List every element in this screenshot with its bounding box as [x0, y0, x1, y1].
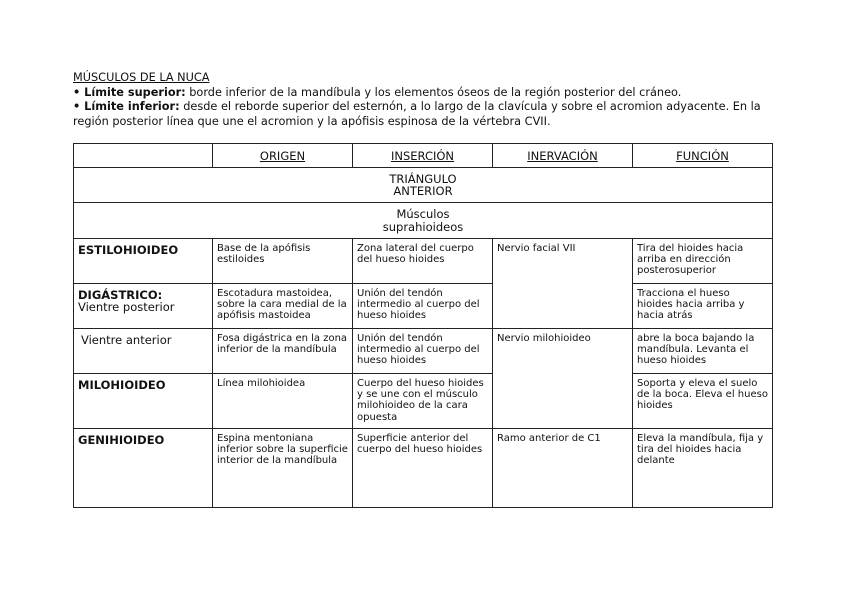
document-title: MÚSCULOS DE LA NUCA [73, 71, 210, 84]
muscle-name-main: DIGÁSTRICO: [78, 288, 163, 302]
limite-inferior-label: • Límite inferior: [73, 100, 180, 113]
section-label: Músculos [396, 207, 450, 221]
funcion-cell: abre la boca bajando la mandíbula. Levanta el hueso hioides [633, 329, 773, 374]
insercion-cell: Zona lateral del cuerpo del hueso hioides [353, 239, 493, 284]
origen-cell: Base de la apófisis estiloides [213, 239, 353, 284]
header-funcion: FUNCIÓN [633, 144, 773, 168]
limite-inferior [73, 100, 773, 129]
inervacion-cell: Nervio facial VII [493, 239, 633, 284]
funcion-cell: Tira del hioides hacia arriba en dirección posterosuperior [633, 239, 773, 284]
table-header-row [74, 144, 773, 168]
insercion-cell: Superficie anterior del cuerpo del hueso hioides [353, 429, 493, 508]
funcion-cell: Soporta y eleva el suelo de la boca. Eleva el hueso hioides [633, 374, 773, 429]
limite-superior [73, 86, 773, 101]
muscle-name-sub: Vientre posterior [78, 300, 175, 314]
limite-superior-label: • Límite superior: [73, 85, 186, 99]
inervacion-cell [493, 284, 633, 329]
muscle-name: GENIHIOIDEO [74, 429, 213, 508]
header-blank [74, 144, 213, 168]
funcion-cell: Eleva la mandíbula, fija y tira del hioides hacia delante [633, 429, 773, 508]
intro-text [73, 71, 773, 129]
section-triangulo-anterior [74, 168, 773, 203]
header-inervacion: INERVACIÓN [493, 144, 633, 168]
section-suprahioideos [74, 203, 773, 239]
section-row-suprahioideos [74, 203, 773, 239]
insercion-cell: Unión del tendón intermedio al cuerpo del hueso hioides [353, 284, 493, 329]
table-row [74, 284, 773, 329]
insercion-cell: Cuerpo del hueso hioides y se une con el músculo milohioideo de la cara opuesta [353, 374, 493, 429]
inervacion-cell: Ramo anterior de C1 [493, 429, 633, 508]
origen-cell: Línea milohioidea [213, 374, 353, 429]
header-insercion: INSERCIÓN [353, 144, 493, 168]
muscle-name [74, 284, 213, 329]
header-origen: ORIGEN [213, 144, 353, 168]
section-label: ANTERIOR [393, 184, 453, 198]
table-row [74, 239, 773, 284]
table-row [74, 329, 773, 374]
section-row-triangulo [74, 168, 773, 203]
table-row [74, 429, 773, 508]
muscle-table [73, 143, 773, 508]
section-label: suprahioideos [382, 219, 464, 234]
funcion-cell: Tracciona el hueso hioides hacia arriba y hacia atrás [633, 284, 773, 329]
muscle-name: MILOHIOIDEO [74, 374, 213, 429]
limite-superior-text: borde inferior de la mandíbula y los elementos óseos de la región posterior del cráneo. [185, 85, 682, 99]
section-label: TRIÁNGULO [389, 171, 457, 186]
origen-cell: Fosa digástrica en la zona inferior de la mandíbula [213, 329, 353, 374]
inervacion-cell: Nervio milohioideo [493, 329, 633, 374]
limite-inferior-text: desde el reborde superior del esternón, a lo largo de la clavícula y sobre el acromion adyacente. En la región posterior línea que une el acromion y la apófisis espinosa de la vértebra CVII. [73, 100, 761, 128]
origen-cell: Espina mentoniana inferior sobre la superficie interior de la mandíbula [213, 429, 353, 508]
inervacion-cell [493, 374, 633, 429]
origen-cell: Escotadura mastoidea, sobre la cara medial de la apófisis mastoidea [213, 284, 353, 329]
insercion-cell: Unión del tendón intermedio al cuerpo del hueso hioides [353, 329, 493, 374]
muscle-name: Vientre anterior [74, 329, 213, 374]
table-row [74, 374, 773, 429]
muscle-name: ESTILOHIOIDEO [74, 239, 213, 284]
